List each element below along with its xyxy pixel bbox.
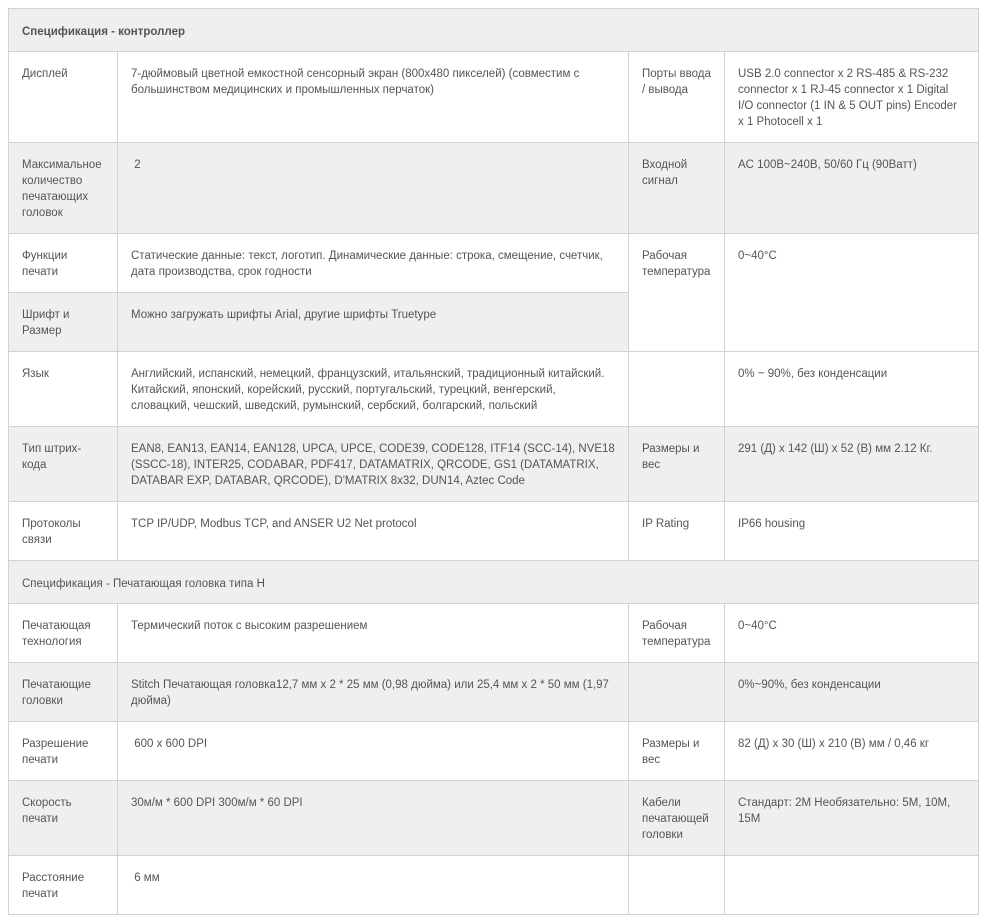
row-value: 2 (118, 143, 629, 234)
row-label: Порты ввода / вывода (629, 52, 725, 143)
row-value: 0% ~ 90%, без конденсации (725, 352, 979, 427)
row-label: Печатающие головки (9, 663, 118, 722)
row-label: Рабочая температура (629, 604, 725, 663)
row-label: Язык (9, 352, 118, 427)
row-label: IP Rating (629, 502, 725, 561)
row-value: EAN8, EAN13, EAN14, EAN128, UPCA, UPCE, CODE39, CODE128, ITF14 (SCC-14), NVE18 (SSCC-18), INTER25, CODABAR, PDF417, DATAMATRIX, QRCODE, GS1 (DATAMATRIX, DATABAR EXP, DATABAR, QRCODE), D'MATRIX 8x32, DUN14, Aztec Code (118, 427, 629, 502)
row-value: 0%~90%, без конденсации (725, 663, 979, 722)
table-row (9, 352, 979, 427)
row-label: Расстояние печати (9, 856, 118, 915)
row-label (629, 663, 725, 722)
table-row (9, 781, 979, 856)
row-value: 0~40°C (725, 604, 979, 663)
row-value: 82 (Д) x 30 (Ш) x 210 (В) мм / 0,46 кг (725, 722, 979, 781)
spec-table (8, 8, 979, 915)
row-label: Разрешение печати (9, 722, 118, 781)
row-value: Можно загружать шрифты Arial, другие шрифты Truetype (118, 293, 629, 352)
row-label: Максимальное количество печатающих головок (9, 143, 118, 234)
row-value: 6 мм (118, 856, 629, 915)
row-label: Рабочая температура (629, 234, 725, 352)
section-header-printhead (9, 561, 979, 604)
table-row (9, 427, 979, 502)
row-label (629, 352, 725, 427)
row-value: Английский, испанский, немецкий, французский, итальянский, традиционный китайский. Китайский, японский, корейский, русский, португальский, турецкий, венгерский, словацкий, чешский, шведский, румынский, сербский, болгарский, польский (118, 352, 629, 427)
table-row (9, 234, 979, 293)
row-value: 0~40°C (725, 234, 979, 352)
row-label: Протоколы связи (9, 502, 118, 561)
row-value: Статические данные: текст, логотип. Динамические данные: строка, смещение, счетчик, дата производства, срок годности (118, 234, 629, 293)
table-row (9, 604, 979, 663)
row-label: Шрифт и Размер (9, 293, 118, 352)
section-header-controller (9, 9, 979, 52)
row-label: Размеры и вес (629, 722, 725, 781)
row-label: Печатающая технология (9, 604, 118, 663)
table-row (9, 722, 979, 781)
row-label: Кабели печатающей головки (629, 781, 725, 856)
row-value: TCP IP/UDP, Modbus TCP, and ANSER U2 Net protocol (118, 502, 629, 561)
row-label: Тип штрих-кода (9, 427, 118, 502)
row-value: Stitch Печатающая головка12,7 мм x 2 * 25 мм (0,98 дюйма) или 25,4 мм x 2 * 50 мм (1,97 дюйма) (118, 663, 629, 722)
row-value: 600 x 600 DPI (118, 722, 629, 781)
row-label: Функции печати (9, 234, 118, 293)
table-row (9, 52, 979, 143)
row-value: 7-дюймовый цветной емкостной сенсорный экран (800x480 пикселей) (совместим с большинством медицинских и промышленных перчаток) (118, 52, 629, 143)
row-value: 291 (Д) x 142 (Ш) x 52 (В) мм 2.12 Кг. (725, 427, 979, 502)
section-title: Спецификация - Печатающая головка типа H (9, 561, 979, 604)
row-value: Термический поток с высоким разрешением (118, 604, 629, 663)
row-value: Стандарт: 2М Необязательно: 5М, 10М, 15М (725, 781, 979, 856)
table-row (9, 663, 979, 722)
table-row (9, 502, 979, 561)
section-title: Спецификация - контроллер (9, 9, 979, 52)
row-value: 30м/м * 600 DPI 300м/м * 60 DPI (118, 781, 629, 856)
row-label: Скорость печати (9, 781, 118, 856)
row-value (725, 856, 979, 915)
row-value: USB 2.0 connector x 2 RS-485 & RS-232 connector x 1 RJ-45 connector x 1 Digital I/O connector (1 IN & 5 OUT pins) Encoder x 1 Photocell x 1 (725, 52, 979, 143)
row-value: AC 100В~240В, 50/60 Гц (90Ватт) (725, 143, 979, 234)
row-label: Размеры и вес (629, 427, 725, 502)
table-row (9, 143, 979, 234)
row-value: IP66 housing (725, 502, 979, 561)
row-label: Входной сигнал (629, 143, 725, 234)
row-label (629, 856, 725, 915)
row-label: Дисплей (9, 52, 118, 143)
table-row (9, 856, 979, 915)
